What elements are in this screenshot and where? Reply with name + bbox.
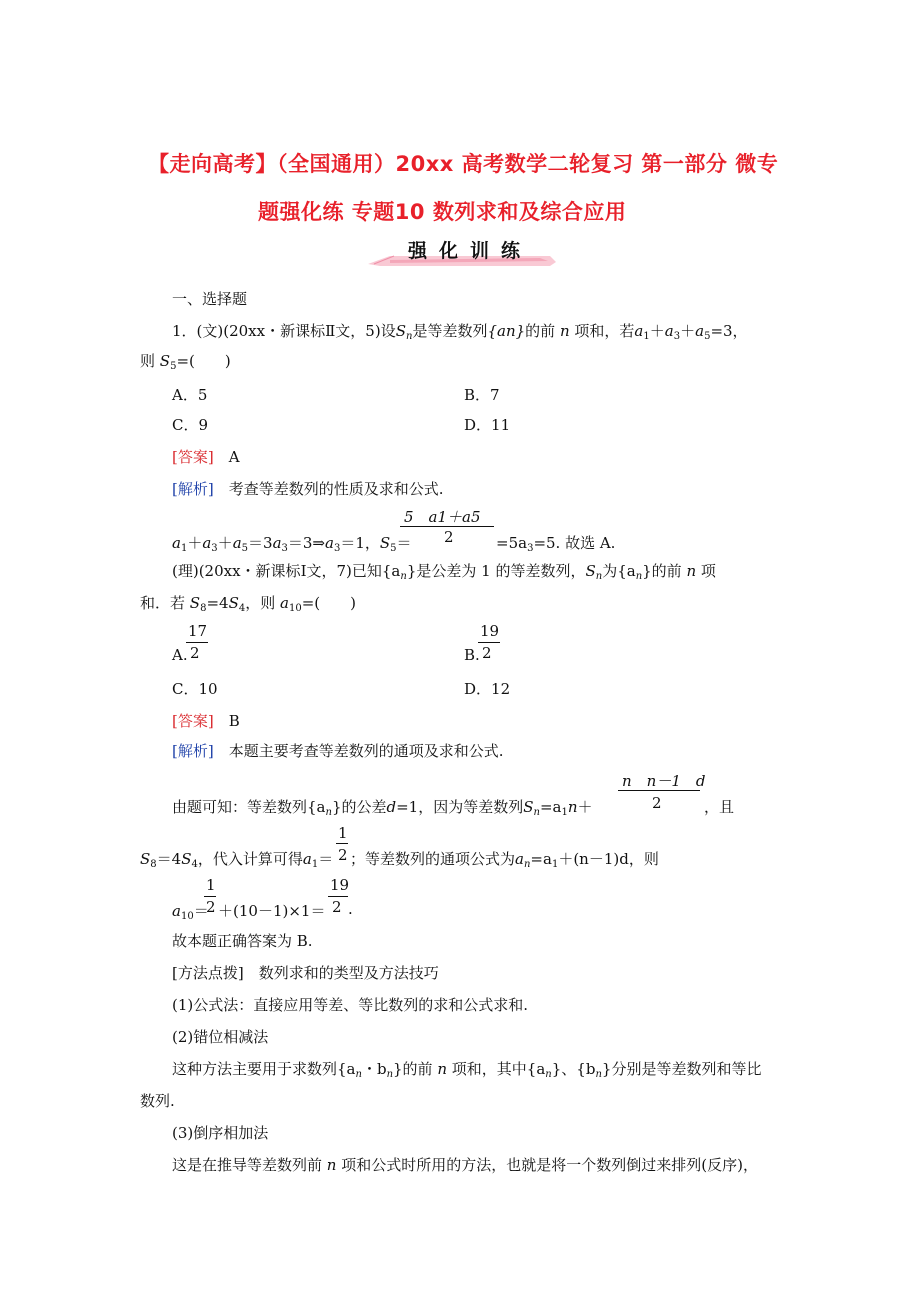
method-p2: (2)错位相减法	[172, 1028, 269, 1046]
q1-frac-denominator: 2	[444, 528, 454, 546]
q1-answer: [答案] A	[172, 448, 240, 466]
method-label: [方法点拨]	[172, 964, 244, 982]
q1-stem: 1．(文)(20xx・新课标Ⅱ文，5)设$S_n$是等差数列{an}的前 n 项和，若$a_1+a_3+a_5=3$，	[172, 322, 748, 342]
q2-l2-frac-den: 2	[338, 846, 348, 864]
q1-stem-2: 则 $S_5=$( )	[140, 352, 231, 372]
q2-line1: 由题可知：等差数列$\{a_n\}$的公差d=1，因为等差数列$S_n=a_1n+$	[172, 798, 593, 818]
q2-answer: [答案] B	[172, 712, 240, 730]
q2-l3-frac2-bar	[328, 896, 348, 897]
q2-b-bar	[478, 642, 500, 643]
q2-l2-frac-num: 1	[338, 824, 348, 842]
q2-stem: (理)(20xx・新课标Ⅰ文，7)已知$\{a_n\}$是公差为 1 的等差数列，$S_n$为$\{a_n\}$的前 n 项	[172, 562, 716, 582]
q1-option-b: B．7	[464, 386, 500, 404]
q2-l2-frac-bar	[336, 843, 348, 844]
q2-option-a: A.	[172, 646, 188, 664]
q2-l3-frac-bar	[204, 896, 216, 897]
q2-b-den: 2	[482, 644, 492, 662]
q2-l3-frac-num: 1	[206, 876, 216, 894]
q2-line3-end: .	[348, 900, 353, 918]
q2-line3-mid: ＋(10－1)×1＝	[218, 902, 326, 920]
q2-l1-frac-bar	[618, 790, 700, 791]
q1-option-a: A．5	[172, 386, 208, 404]
q2-line2: $S_8=4S_4$，代入计算可得$a_1=$	[140, 850, 334, 870]
banner	[360, 234, 560, 268]
method-heading: [方法点拨] 数列求和的类型及方法技巧	[172, 964, 439, 982]
analysis-label: [解析]	[172, 480, 214, 498]
answer-label: [答案]	[172, 448, 214, 466]
method-p3: 这种方法主要用于求数列{$a_n$・$b_n$}的前 n 项和，其中$\{a_n\}$、$\{b_n\}$分别是等差数列和等比	[172, 1060, 762, 1080]
doc-title-line1: 【走向高考】（全国通用）20xx 高考数学二轮复习 第一部分 微专	[148, 152, 779, 176]
method-p1: (1)公式法：直接应用等差、等比数列的求和公式求和.	[172, 996, 529, 1014]
q2-a-den: 2	[190, 644, 200, 662]
q2-line3: $a_{10}=$	[172, 902, 209, 922]
method-p4: (3)倒序相加法	[172, 1124, 269, 1142]
q1-formula: $a_1+a_3+a_5=3a_3=3\Rightarrow a_3=1$，$S_5=$	[172, 534, 412, 554]
q2-l3-frac2-num: 19	[330, 876, 350, 894]
q2-l1-frac-den: 2	[652, 794, 662, 812]
q2-analysis: [解析] 本题主要考查等差数列的通项及求和公式.	[172, 742, 504, 760]
q2-option-d: D．12	[464, 680, 511, 698]
q2-a-bar	[186, 642, 208, 643]
banner-title: 强化训练	[408, 240, 533, 262]
method-p3-cont: 数列.	[140, 1092, 175, 1110]
q2-a-num: 17	[188, 622, 208, 640]
doc-title-line2: 题强化练 专题10 数列求和及综合应用	[258, 200, 627, 224]
q1-frac-bar	[400, 526, 494, 527]
section-heading: 一、选择题	[172, 290, 248, 308]
q2-option-b: B.	[464, 646, 480, 664]
q1-analysis: [解析] 考查等差数列的性质及求和公式.	[172, 480, 444, 498]
q2-l3-frac-den: 2	[206, 898, 216, 916]
method-p5: 这是在推导等差数列前 n 项和公式时所用的方法，也就是将一个数列倒过来排列(反序)，	[172, 1156, 758, 1174]
q2-l3-frac2-den: 2	[332, 898, 342, 916]
q2-b-num: 19	[480, 622, 500, 640]
q2-option-c: C．10	[172, 680, 218, 698]
analysis-label: [解析]	[172, 742, 214, 760]
q2-stem-2: 和．若 $S_8=4S_4$，则 $a_{10}=$( )	[140, 594, 356, 614]
q1-option-c: C．9	[172, 416, 209, 434]
q1-formula-tail: $=5a_3=5$. 故选 A.	[496, 534, 616, 554]
q2-line1-tail: ，且	[704, 798, 735, 816]
q1-frac-numerator: 5 a1＋a5	[404, 508, 481, 526]
q1-option-d: D．11	[464, 416, 511, 434]
q2-line2-tail: ；等差数列的通项公式为$a_n=a_1+(n-1)d$，则	[350, 850, 659, 870]
q2-conclusion: 故本题正确答案为 B.	[172, 932, 313, 950]
q2-l1-frac-num: n n－1 d	[622, 772, 706, 790]
answer-label: [答案]	[172, 712, 214, 730]
